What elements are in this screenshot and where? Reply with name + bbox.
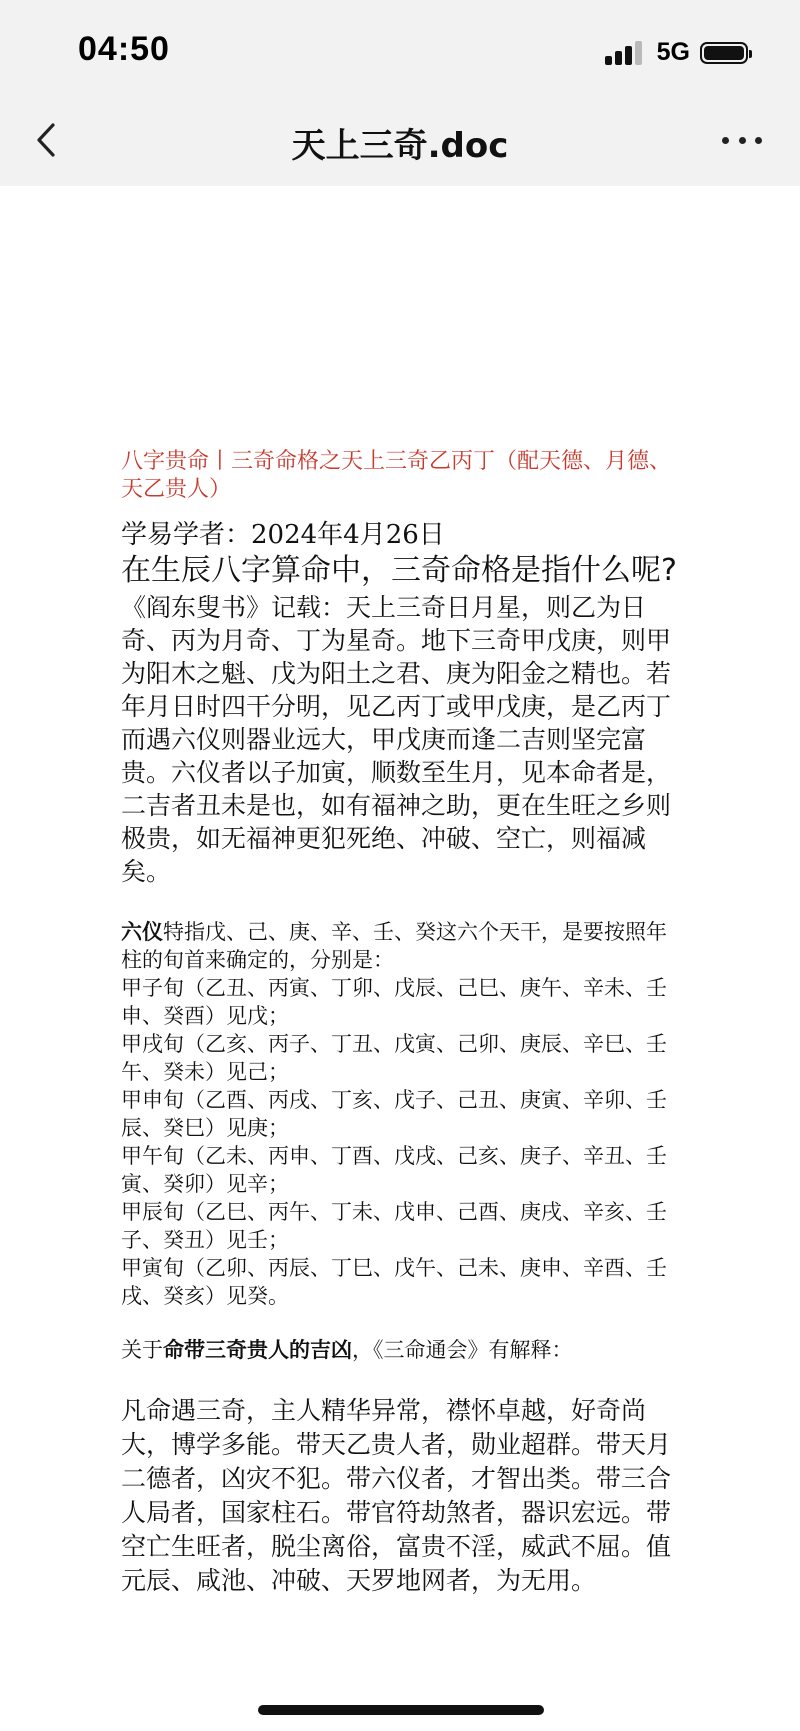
status-indicators [605,38,748,67]
list-item: 甲申旬（乙酉、丙戌、丁亥、戊子、己丑、庚寅、辛卯、壬辰、癸巳）见庚； [121,1088,667,1140]
liuyi-text: 特指戊、己、庚、辛、壬、癸这六个天干，是要按照年柱的旬首来确定的，分别是： [121,920,667,972]
list-item: 甲戌旬（乙亥、丙子、丁丑、戊寅、己卯、庚辰、辛巳、壬午、癸未）见己； [121,1032,667,1084]
list-item: 甲辰旬（乙巳、丙午、丁未、戊申、己酉、庚戌、辛亥、壬子、癸丑）见壬； [121,1200,667,1252]
document-content [121,448,681,1598]
home-indicator[interactable] [258,1705,544,1715]
paragraph-yandongsou: 《阎东叟书》记载：天上三奇日月星，则乙为日奇、丙为月奇、丁为星奇。地下三奇甲戊庚，则甲为阳木之魁、戊为阳土之君、庚为阳金之精也。若年月日时四干分明，见乙丙丁或甲戊庚，是乙丙丁而遇六仪则器业远大，甲戊庚而逢二吉则坚完富贵。六仪者以子加寅，顺数至生月，见本命者是，二吉者丑未是也，如有福神之助，更在生旺之乡则极贵，如无福神更犯死绝、冲破、空亡，则福减矣。 [121,593,672,886]
more-horizontal-icon [722,137,729,144]
list-item: 甲子旬（乙丑、丙寅、丁卯、戊辰、己巳、庚午、辛未、壬申、癸酉）见戊； [121,976,667,1028]
top-bar [0,0,800,186]
status-time: 04:50 [78,30,170,68]
article-title: 八字贵命丨三奇命格之天上三奇乙丙丁（配天德、月德、天乙贵人） [121,449,672,502]
document-title: 天上三奇.doc [291,126,509,166]
paragraph-sanming-intro [121,1336,681,1364]
article-byline: 学易学者：2024年4月26日 [121,520,445,550]
network-type: 5G [656,38,690,66]
xun-list [121,974,681,1310]
cellular-signal-icon [605,41,645,65]
paragraph-liuyi [121,918,681,974]
intro-pre: 关于 [121,1338,163,1362]
article-question: 在生辰八字算命中，三奇命格是指什么呢? [121,553,677,588]
more-button[interactable] [722,130,762,150]
battery-icon [700,42,748,64]
liuyi-bold: 六仪 [121,920,163,944]
intro-post: ，《三命通会》有解释： [352,1338,573,1362]
list-item: 甲午旬（乙未、丙申、丁酉、戊戌、己亥、庚子、辛丑、壬寅、癸卯）见辛； [121,1144,667,1196]
intro-bold: 命带三奇贵人的吉凶 [163,1338,352,1362]
list-item: 甲寅旬（乙卯、丙辰、丁巳、戊午、己未、庚申、辛酉、壬戌、癸亥）见癸。 [121,1256,667,1308]
paragraph-sanqi-fortune: 凡命遇三奇，主人精华异常，襟怀卓越，好奇尚大，博学多能。带天乙贵人者，勋业超群。带天月二德者，凶灾不犯。带六仪者，才智出类。带三合人局者，国家柱石。带官符劫煞者，器识宏远。带空亡生旺者，脱尘离俗，富贵不淫，威武不屈。值元辰、咸池、冲破、天罗地网者，为无用。 [121,1396,672,1595]
